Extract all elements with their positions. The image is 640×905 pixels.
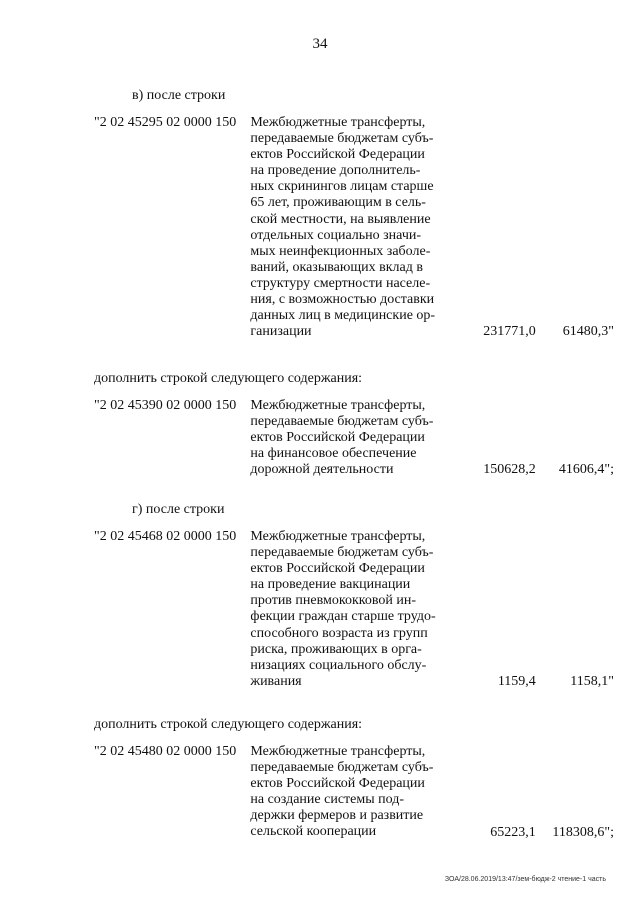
value-year-1: 231771,0 [483, 324, 536, 340]
description [250, 744, 445, 841]
description-line: 65 лет, проживающим в сель- [250, 195, 426, 211]
description-line: ской местности, на выявление [250, 211, 431, 227]
description-line: на проведение дополнитель- [250, 163, 421, 179]
table-row [94, 398, 614, 478]
document-footer: ЗОА/28.06.2019/13:47/зем-бюдж-2 чтение-1 часть [444, 876, 606, 883]
table-row [94, 744, 614, 841]
value-year-1: 65223,1 [490, 824, 536, 840]
value-year-1: 1159,4 [497, 673, 536, 689]
description-line: против пневмококковой ин- [250, 593, 416, 609]
description-line: способного возраста из групп [250, 625, 428, 641]
description-line: передаваемые бюджетам субъ- [250, 760, 434, 776]
description-line: ния, с возможностью доставки [250, 292, 435, 308]
value-year-2: 118308,6"; [552, 824, 614, 840]
description-line: живания [250, 673, 302, 689]
description-line: передаваемые бюджетам субъ- [250, 131, 434, 147]
description [250, 398, 445, 478]
description-line: данных лиц в медицинские ор- [250, 308, 436, 324]
table-row [94, 115, 614, 340]
description-line: мых неинфекционных заболе- [250, 243, 431, 259]
description-line: сельской кооперации [250, 824, 377, 840]
description-line: Межбюджетные трансферты, [250, 529, 426, 544]
value-year-2: 1158,1" [570, 673, 614, 689]
instruction-line: г) после строки [132, 502, 225, 517]
budget-code: "2 02 45468 02 0000 150 [94, 529, 237, 544]
description-line: дорожной деятельности [250, 462, 394, 478]
description-line: риска, проживающих в орга- [250, 641, 422, 657]
description-line: ганизации [250, 324, 312, 340]
description-line: передаваемые бюджетам субъ- [250, 545, 434, 561]
budget-code: "2 02 45295 02 0000 150 [94, 115, 237, 130]
description-line: ваний, оказывающих вклад в [250, 259, 423, 275]
description-line: низациях социального обслу- [250, 657, 427, 673]
instruction-line: дополнить строкой следующего содержания: [94, 717, 363, 732]
description-line: на проведение вакцинации [250, 577, 411, 593]
description [250, 115, 445, 340]
instruction-line: дополнить строкой следующего содержания: [94, 371, 363, 386]
value-year-2: 61480,3" [562, 324, 614, 340]
budget-code: "2 02 45480 02 0000 150 [94, 744, 237, 759]
description-line: Межбюджетные трансферты, [250, 744, 426, 759]
description-line: держки фермеров и развитие [250, 808, 424, 824]
description-line: ектов Российской Федерации [250, 430, 425, 446]
description [250, 529, 445, 690]
value-year-2: 41606,4"; [558, 462, 614, 478]
description-line: на создание системы под- [250, 792, 405, 808]
description-line: ных скринингов лицам старше [250, 179, 434, 195]
description-line: ектов Российской Федерации [250, 147, 425, 163]
description-line: Межбюджетные трансферты, [250, 115, 426, 130]
description-line: отдельных социально значи- [250, 227, 422, 243]
budget-code: "2 02 45390 02 0000 150 [94, 398, 237, 413]
description-line: структуру смертности населе- [250, 275, 431, 291]
table-row [94, 529, 614, 690]
description-line: на финансовое обеспечение [250, 446, 417, 462]
description-line: ектов Российской Федерации [250, 776, 425, 792]
description-line: Межбюджетные трансферты, [250, 398, 426, 413]
value-year-1: 150628,2 [483, 462, 536, 478]
instruction-line: в) после строки [132, 88, 226, 103]
description-line: ектов Российской Федерации [250, 561, 425, 577]
description-line: фекции граждан старше трудо- [250, 609, 436, 625]
description-line: передаваемые бюджетам субъ- [250, 414, 434, 430]
page-number: 34 [312, 36, 328, 52]
